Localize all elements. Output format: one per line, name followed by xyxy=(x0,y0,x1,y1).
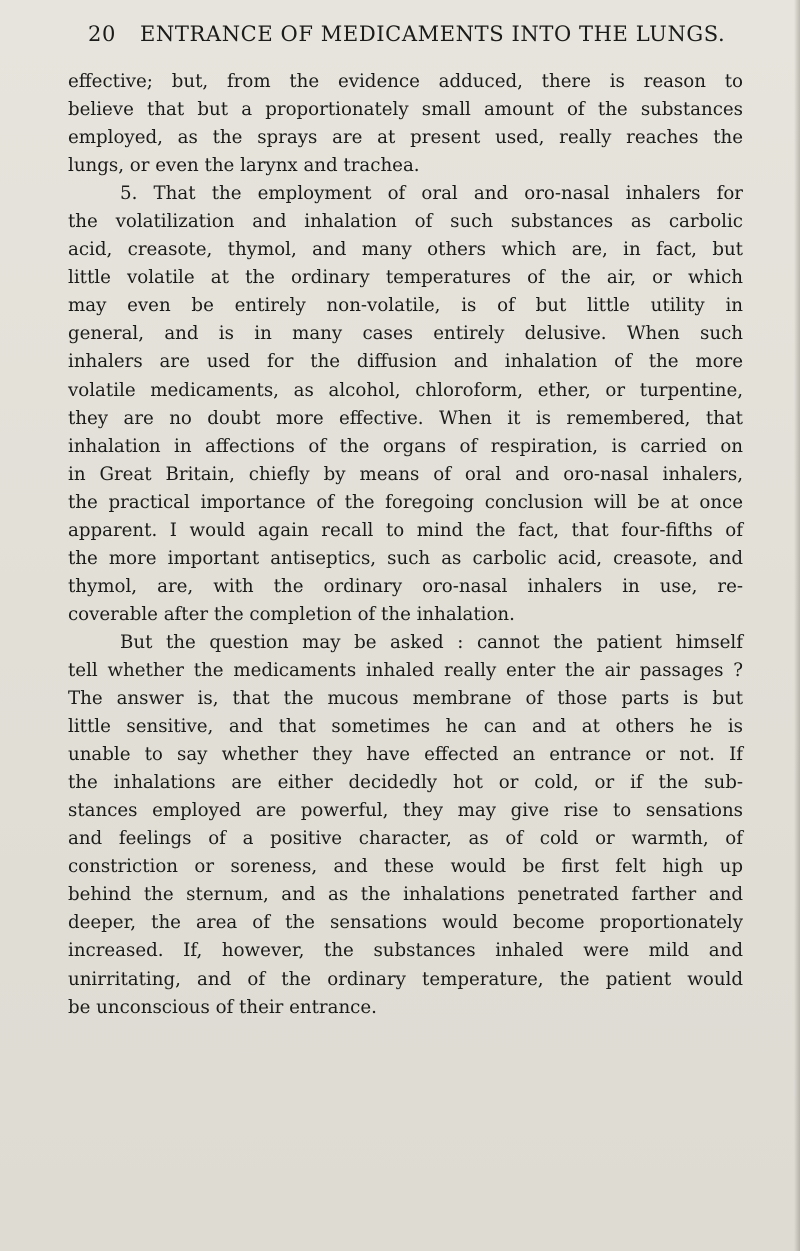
text-line: be unconscious of their entrance. xyxy=(68,996,377,1018)
page-edge-shadow xyxy=(794,0,800,1251)
text-line: tell whether the medicaments inhaled really enter the air passages ? xyxy=(68,659,743,681)
text-line: general, and is in many cases entirely delusive. When such xyxy=(68,323,743,345)
text-line: in Great Britain, chiefly by means of oral and oro-nasal inhalers, xyxy=(68,463,743,485)
running-title: ENTRANCE OF MEDICAMENTS INTO THE LUNGS. xyxy=(140,22,726,46)
text-line: inhalers are used for the diffusion and inhalation of the more xyxy=(68,351,743,373)
text-line: unirritating, and of the ordinary temperature, the patient would xyxy=(68,968,743,990)
text-line: increased. If, however, the substances inhaled were mild and xyxy=(68,940,743,962)
text-line: little sensitive, and that sometimes he can and at others he is xyxy=(68,716,743,738)
text-line: 5. That the employment of oral and oro-nasal inhalers for xyxy=(120,183,743,205)
text-line: little volatile at the ordinary temperatures of the air, or which xyxy=(68,267,743,289)
text-line: volatile medicaments, as alcohol, chloroform, ether, or turpentine, xyxy=(68,379,743,401)
text-line: the practical importance of the foregoing conclusion will be at once xyxy=(68,491,743,513)
text-line: inhalation in affections of the organs of respiration, is carried on xyxy=(68,435,743,457)
text-line: The answer is, that the mucous membrane of those parts is but xyxy=(68,688,743,710)
text-line: But the question may be asked : cannot the patient himself xyxy=(120,631,743,653)
text-line: the volatilization and inhalation of such substances as carbolic xyxy=(68,211,743,233)
text-line: they are no doubt more effective. When it is remembered, that xyxy=(68,407,743,429)
text-line: the inhalations are either decidedly hot or cold, or if the sub- xyxy=(68,772,743,794)
text-line: may even be entirely non-volatile, is of but little utility in xyxy=(68,295,743,317)
text-line: constriction or soreness, and these would be first felt high up xyxy=(68,856,743,878)
text-line: and feelings of a positive character, as of cold or warmth, of xyxy=(68,828,743,850)
text-line: employed, as the sprays are at present used, really reaches the xyxy=(68,127,743,149)
body-text xyxy=(68,68,743,1022)
text-line: coverable after the completion of the inhalation. xyxy=(68,603,515,625)
text-line: thymol, are, with the ordinary oro-nasal inhalers in use, re- xyxy=(68,575,743,597)
text-line: lungs, or even the larynx and trachea. xyxy=(68,155,420,177)
text-line: effective; but, from the evidence adduced, there is reason to xyxy=(68,71,743,92)
page-number: 20 xyxy=(88,22,116,46)
text-line: stances employed are powerful, they may give rise to sensations xyxy=(68,800,743,822)
text-line: unable to say whether they have effected an entrance or not. If xyxy=(68,744,743,766)
text-line: acid, creasote, thymol, and many others which are, in fact, but xyxy=(68,239,743,261)
text-line: apparent. I would again recall to mind the fact, that four-fifths of xyxy=(68,519,743,541)
text-line: behind the sternum, and as the inhalations penetrated farther and xyxy=(68,884,743,906)
text-line: the more important antiseptics, such as carbolic acid, creasote, and xyxy=(68,547,743,569)
text-line: deeper, the area of the sensations would become proportionately xyxy=(68,912,743,934)
text-line: believe that but a proportionately small amount of the substances xyxy=(68,99,743,121)
running-head xyxy=(88,22,748,52)
